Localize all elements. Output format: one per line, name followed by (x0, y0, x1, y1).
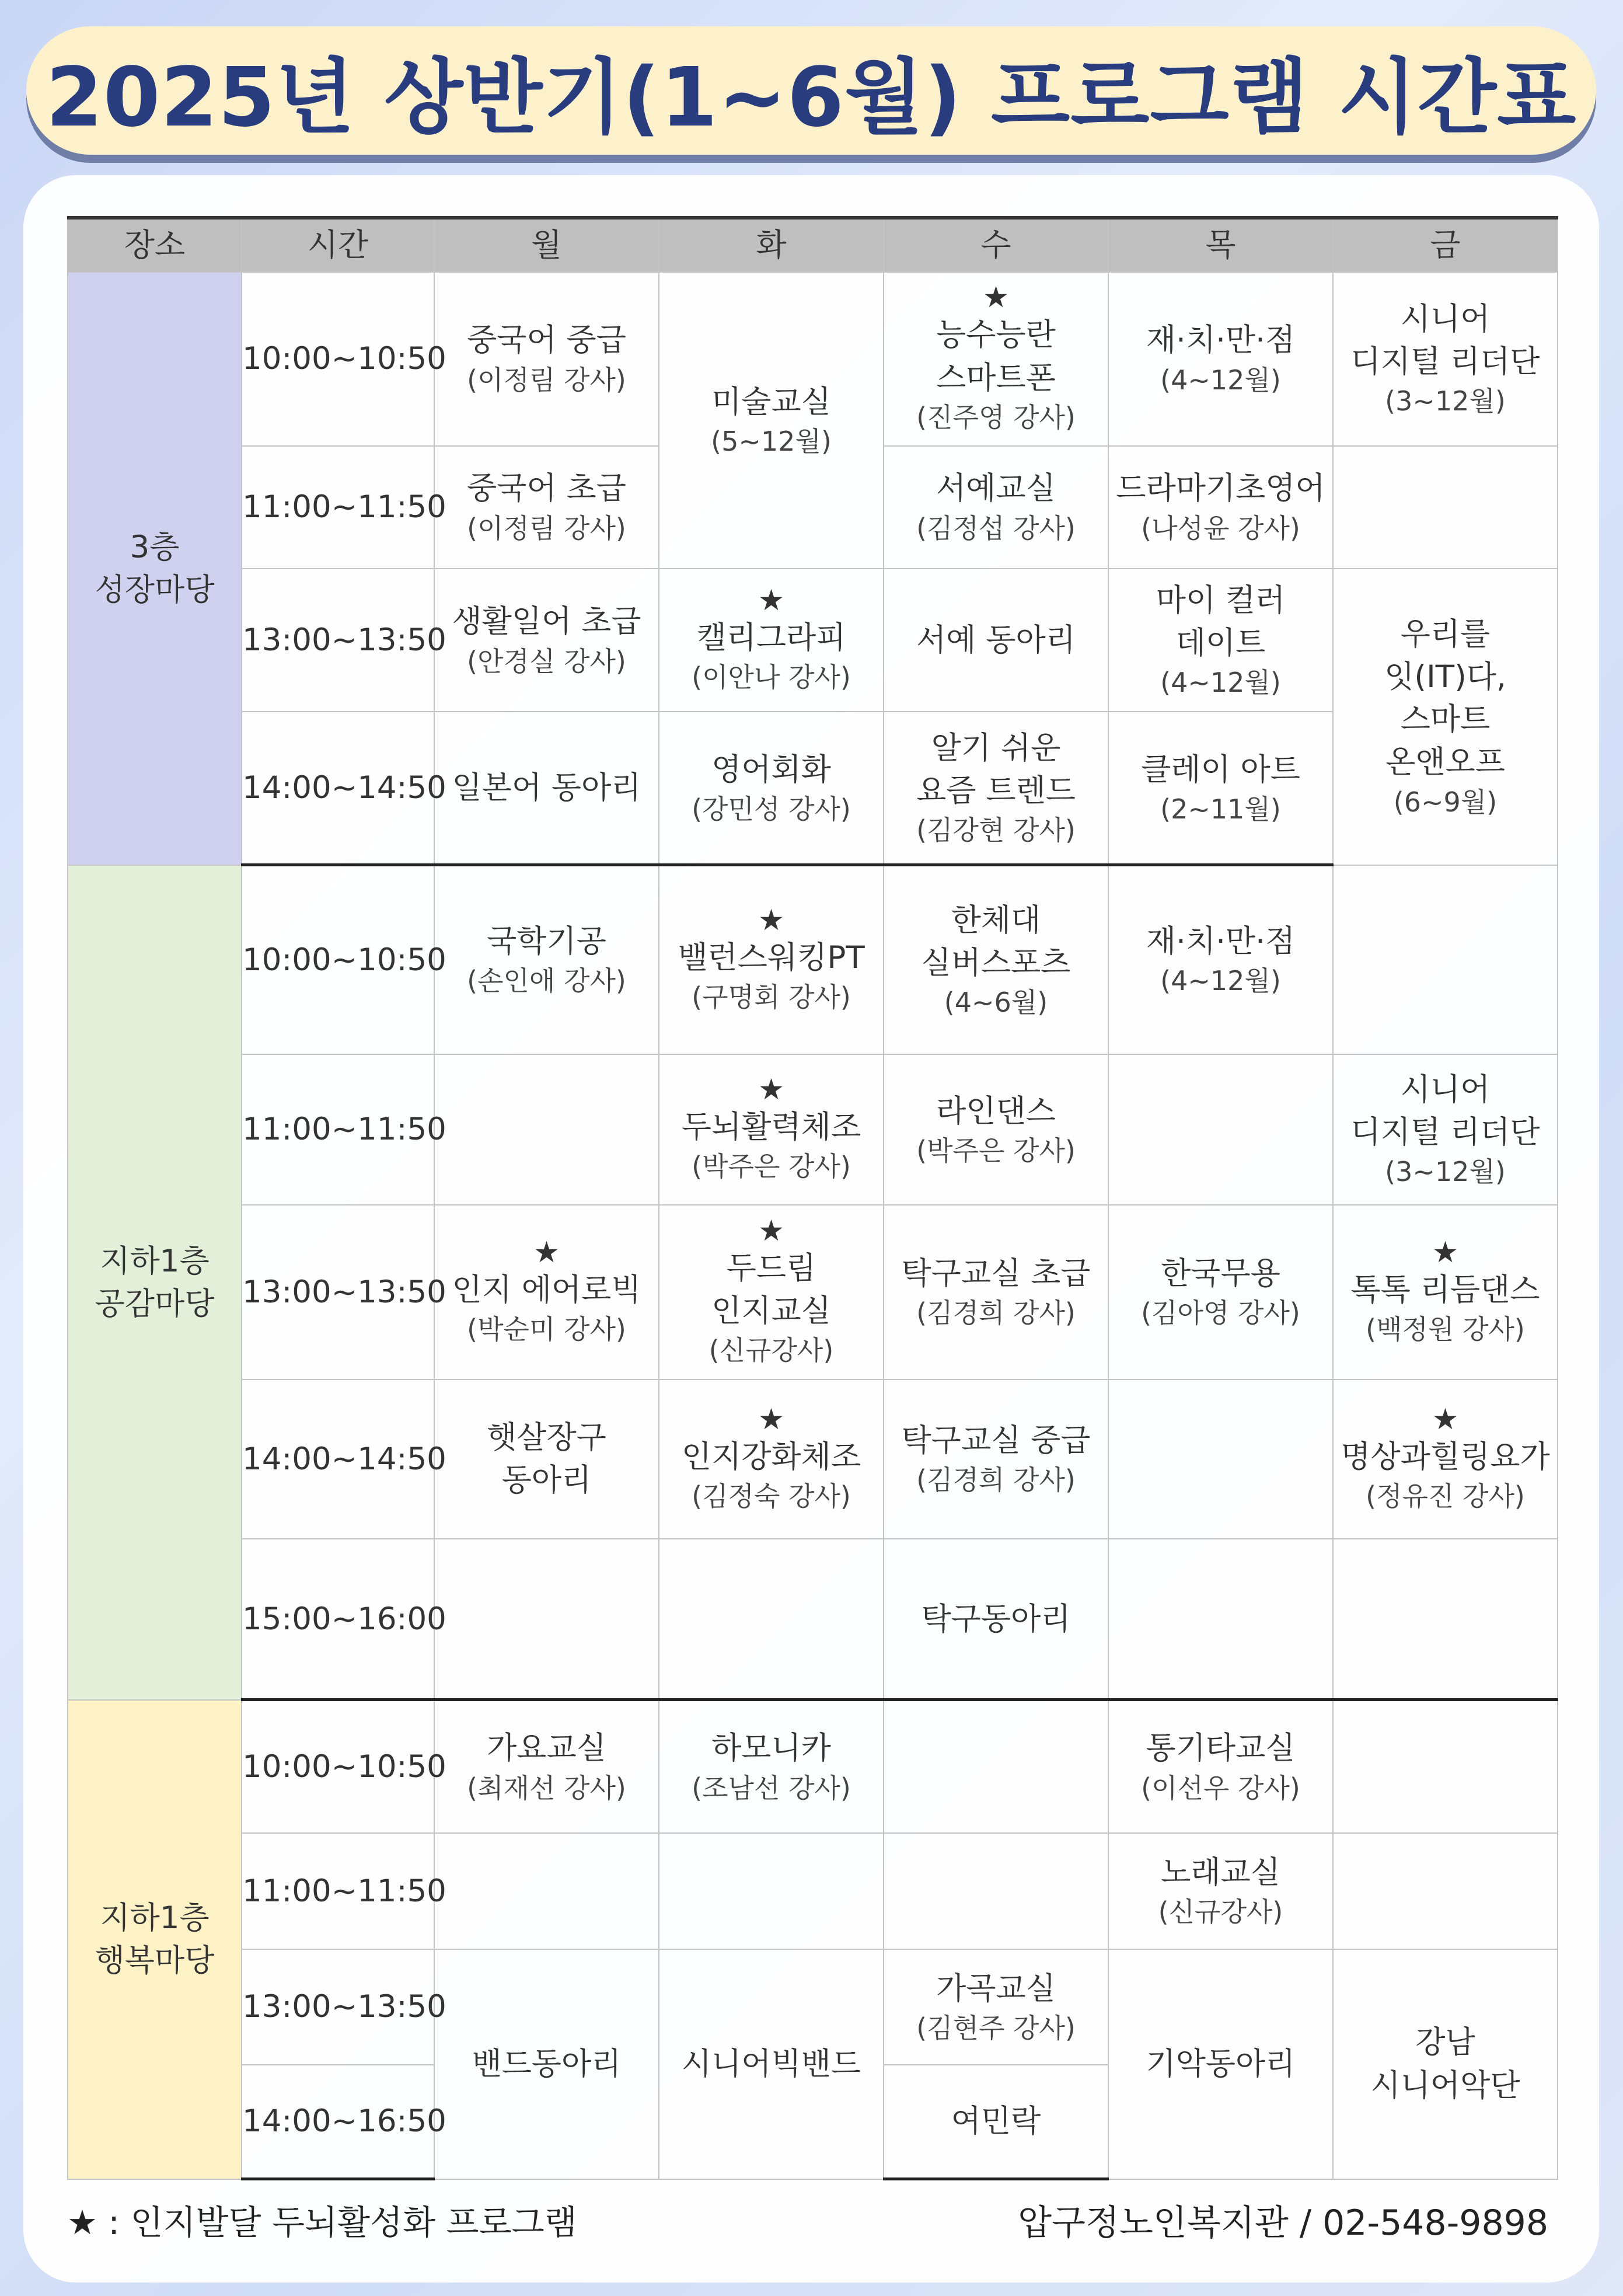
program-cell (884, 1379, 1108, 1539)
program-cell (659, 1379, 884, 1539)
program-name: 드라마기초영어 (1116, 471, 1325, 507)
program-cell (659, 272, 884, 569)
program-name: 탁구교실 초급 (901, 1256, 1091, 1292)
time-cell: 10:00~10:50 (242, 865, 434, 1054)
time-cell: 14:00~14:50 (242, 1379, 434, 1539)
program-cell (434, 272, 659, 446)
star-icon: ★ (533, 1235, 560, 1269)
time-cell: 11:00~11:50 (242, 1833, 434, 1949)
program-name: 밴드동아리 (472, 2046, 622, 2082)
program-cell (884, 2065, 1108, 2179)
program-cell (659, 712, 884, 865)
program-name: 탁구교실 중급 (901, 1423, 1091, 1459)
program-detail: (정유진 강사) (1366, 1480, 1525, 1512)
table-row (68, 1205, 1558, 1379)
star-icon: ★ (758, 903, 784, 937)
empty-cell (434, 1539, 659, 1700)
star-icon: ★ (983, 280, 1009, 315)
program-cell (434, 1205, 659, 1379)
program-detail: (김현주 강사) (916, 2012, 1076, 2044)
program-detail: (김아영 강사) (1141, 1297, 1300, 1329)
program-name: 인지 에어로빅 (452, 1271, 641, 1308)
star-icon: ★ (1432, 1235, 1458, 1269)
program-cell (434, 865, 659, 1054)
program-name: 알기 쉬운 요즘 트렌드 (916, 730, 1076, 809)
program-detail: (손인애 강사) (467, 965, 626, 997)
program-detail: (조남선 강사) (692, 1772, 851, 1804)
program-detail: (최재선 강사) (467, 1772, 626, 1804)
program-cell (1333, 272, 1558, 446)
program-name: 우리를 잇(IT)다, 스마트 온앤오프 (1384, 616, 1506, 781)
program-detail: (김정숙 강사) (692, 1480, 851, 1512)
program-cell (1333, 1949, 1558, 2179)
program-cell (1108, 1700, 1333, 1833)
program-cell (884, 272, 1108, 446)
program-name: 국학기공 (487, 924, 606, 960)
program-detail: (4~12월) (1160, 965, 1281, 997)
program-cell (884, 712, 1108, 865)
program-detail: (안경실 강사) (467, 645, 626, 677)
program-cell (1108, 272, 1333, 446)
program-cell (434, 712, 659, 865)
time-cell: 11:00~11:50 (242, 446, 434, 569)
empty-cell (884, 1833, 1108, 1949)
empty-cell (1333, 1833, 1558, 1949)
program-cell (1108, 1205, 1333, 1379)
program-name: 가요교실 (487, 1730, 606, 1767)
time-cell: 10:00~10:50 (242, 272, 434, 446)
program-detail: (신규강사) (1158, 1896, 1283, 1928)
zone-label-3f: 3층 성장마당 (68, 272, 242, 865)
program-name: 시니어 디지털 리더단 (1350, 1072, 1540, 1151)
program-name: 두드림 인지교실 (711, 1250, 831, 1329)
program-name: 한체대 실버스포츠 (921, 902, 1071, 981)
program-name: 명상과힐링요가 (1341, 1438, 1550, 1475)
program-name: 마이 컬러 데이트 (1156, 582, 1286, 661)
program-detail: (신규강사) (708, 1335, 834, 1367)
table-row (68, 1949, 1558, 2065)
program-cell (884, 865, 1108, 1054)
header-time: 시간 (242, 218, 434, 272)
header-wed: 수 (884, 218, 1108, 272)
program-detail: (강민성 강사) (692, 793, 851, 825)
empty-cell (434, 1054, 659, 1206)
program-cell (659, 865, 884, 1054)
program-detail: (백정원 강사) (1366, 1313, 1525, 1345)
time-cell: 11:00~11:50 (242, 1054, 434, 1206)
program-cell (434, 1700, 659, 1833)
table-row (68, 1833, 1558, 1949)
program-cell (1333, 569, 1558, 865)
program-name: 시니어 디지털 리더단 (1350, 301, 1540, 380)
program-cell (659, 1054, 884, 1206)
empty-cell (1108, 1379, 1333, 1539)
program-name: 여민락 (951, 2103, 1041, 2140)
header-tue: 화 (659, 218, 884, 272)
program-name: 톡톡 리듬댄스 (1350, 1271, 1540, 1308)
program-name: 서예 동아리 (916, 622, 1076, 659)
program-detail: (4~12월) (1160, 364, 1281, 396)
zone-label-b1-haengbok: 지하1층 행복마당 (68, 1700, 242, 2179)
program-detail: (구명회 강사) (692, 981, 851, 1013)
program-cell (659, 569, 884, 712)
empty-cell (1333, 446, 1558, 569)
program-name: 미술교실 (711, 384, 831, 420)
program-detail: (김경희 강사) (916, 1464, 1076, 1496)
program-cell (1108, 446, 1333, 569)
header-thu: 목 (1108, 218, 1333, 272)
program-cell (434, 446, 659, 569)
program-name: 하모니카 (711, 1730, 831, 1767)
legend-note: ★ : 인지발달 두뇌활성화 프로그램 (67, 2203, 577, 2242)
program-cell (659, 1700, 884, 1833)
program-name: 라인댄스 (936, 1093, 1056, 1129)
program-detail: (이정림 강사) (467, 364, 626, 396)
program-cell (1108, 1833, 1333, 1949)
program-name: 햇살장구 동아리 (487, 1420, 606, 1499)
empty-cell (1108, 1539, 1333, 1700)
program-detail: (4~6월) (944, 986, 1048, 1018)
program-cell (1108, 569, 1333, 712)
program-cell (884, 1949, 1108, 2065)
program-cell (434, 569, 659, 712)
program-cell (884, 1054, 1108, 1206)
program-detail: (박주은 강사) (692, 1151, 851, 1183)
program-name: 클레이 아트 (1141, 751, 1300, 788)
program-name: 강남 시니어악단 (1370, 2025, 1520, 2103)
empty-cell (884, 1700, 1108, 1833)
contact-info: 압구정노인복지관 / 02-548-9898 (1018, 2203, 1548, 2243)
program-detail: (진주영 강사) (916, 401, 1076, 433)
program-cell (884, 446, 1108, 569)
program-name: 통기타교실 (1146, 1730, 1296, 1767)
star-icon: ★ (758, 1072, 784, 1107)
page-title: 2025년 상반기(1~6월) 프로그램 시간표 (46, 50, 1577, 145)
program-cell (884, 1539, 1108, 1700)
program-cell (884, 1205, 1108, 1379)
program-name: 한국무용 (1161, 1256, 1280, 1292)
header-location: 장소 (68, 218, 242, 272)
table-row (68, 1379, 1558, 1539)
program-cell (434, 1949, 659, 2179)
time-cell: 15:00~16:00 (242, 1539, 434, 1700)
program-detail: (4~12월) (1160, 667, 1281, 699)
title-banner (26, 26, 1596, 155)
star-icon: ★ (758, 583, 784, 617)
timetable (67, 216, 1558, 2180)
header-row (68, 218, 1558, 272)
program-name: 중국어 중급 (467, 322, 626, 358)
program-detail: (이안나 강사) (692, 661, 851, 694)
program-name: 노래교실 (1161, 1855, 1280, 1891)
program-cell (1333, 1205, 1558, 1379)
program-name: 탁구동아리 (921, 1601, 1071, 1637)
program-detail: (3~12월) (1385, 385, 1506, 417)
program-cell (659, 1205, 884, 1379)
program-detail: (박순미 강사) (467, 1313, 626, 1345)
empty-cell (434, 1833, 659, 1949)
program-cell (1333, 1379, 1558, 1539)
program-name: 인지강화체조 (681, 1438, 861, 1475)
program-detail: (이정림 강사) (467, 512, 626, 544)
program-cell (659, 1949, 884, 2179)
program-cell (1108, 712, 1333, 865)
time-cell: 13:00~13:50 (242, 569, 434, 712)
time-cell: 13:00~13:50 (242, 1205, 434, 1379)
program-detail: (김경희 강사) (916, 1297, 1076, 1329)
program-name: 능수능란 스마트폰 (936, 317, 1056, 396)
table-row (68, 1054, 1558, 1206)
star-icon: ★ (1432, 1402, 1458, 1436)
zone-label-b1-gonggam: 지하1층 공감마당 (68, 865, 242, 1700)
program-name: 재·치·만·점 (1146, 322, 1296, 358)
program-cell (1108, 865, 1333, 1054)
star-icon: ★ (758, 1214, 784, 1248)
program-name: 영어회화 (711, 751, 831, 788)
empty-cell (1333, 865, 1558, 1054)
time-cell: 14:00~14:50 (242, 712, 434, 865)
program-name: 일본어 동아리 (452, 770, 641, 806)
empty-cell (1333, 1700, 1558, 1833)
program-name: 두뇌활력체조 (681, 1109, 861, 1145)
empty-cell (1108, 1054, 1333, 1206)
program-name: 생활일어 초급 (452, 604, 641, 640)
program-cell (1333, 1054, 1558, 1206)
header-mon: 월 (434, 218, 659, 272)
program-cell (884, 569, 1108, 712)
program-detail: (3~12월) (1385, 1156, 1506, 1188)
table-row (68, 1539, 1558, 1700)
program-name: 캘리그라피 (696, 619, 846, 656)
program-detail: (나성윤 강사) (1141, 512, 1300, 544)
time-cell: 10:00~10:50 (242, 1700, 434, 1833)
empty-cell (659, 1833, 884, 1949)
program-cell (434, 1379, 659, 1539)
program-detail: (이선우 강사) (1141, 1772, 1300, 1804)
program-name: 밸런스워킹PT (678, 939, 865, 975)
program-detail: (2~11월) (1160, 793, 1281, 825)
empty-cell (659, 1539, 884, 1700)
empty-cell (1333, 1539, 1558, 1700)
program-name: 중국어 초급 (467, 471, 626, 507)
program-name: 서예교실 (936, 471, 1056, 507)
program-name: 시니어빅밴드 (681, 2046, 861, 2082)
table-row (68, 1700, 1558, 1833)
program-detail: (김정섭 강사) (916, 512, 1076, 544)
program-name: 재·치·만·점 (1146, 924, 1296, 960)
header-fri: 금 (1333, 218, 1558, 272)
program-detail: (6~9월) (1393, 786, 1498, 818)
table-row (68, 272, 1558, 446)
program-detail: (김강현 강사) (916, 814, 1076, 846)
star-icon: ★ (758, 1402, 784, 1436)
time-cell: 13:00~13:50 (242, 1949, 434, 2065)
table-row (68, 569, 1558, 712)
program-cell (1108, 1949, 1333, 2179)
program-detail: (5~12월) (711, 425, 832, 457)
program-name: 기악동아리 (1146, 2046, 1296, 2082)
program-name: 가곡교실 (936, 1970, 1056, 2006)
time-cell: 14:00~16:50 (242, 2065, 434, 2179)
table-row (68, 865, 1558, 1054)
program-detail: (박주은 강사) (916, 1134, 1076, 1166)
